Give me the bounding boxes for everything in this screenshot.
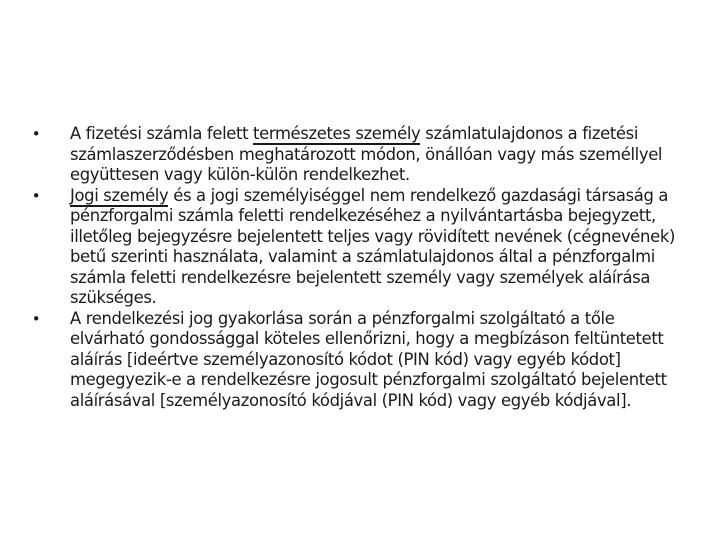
bullet-text: [70, 124, 690, 186]
bullet-icon: •: [31, 125, 41, 143]
bullet-icon: •: [31, 186, 41, 205]
text-segment: és a jogi személyiséggel nem rendelkező gazdasági társaság a pénzforgalmi számla feletti rendelkezéséhez a nyilvántartásba bejegyzett, illetőleg bejegyzésre bejelentett teljes vagy rövidített nevének (cégnevének) betű szerinti használata, valamint a számlatulajdonos által a pénzforgalmi számla feletti rendelkezésre bejelentett személy vagy személyek aláírása szükséges.: [70, 185, 676, 307]
list-item: [30, 186, 690, 309]
bullet-text: [70, 186, 690, 309]
text-segment: számlatulajdonos a fizetési számlaszerződésben meghatározott módon, önállóan vagy más személlyel együttesen vagy külön-külön rendelkezhet.: [70, 124, 663, 184]
bullet-text: A rendelkezési jog gyakorlása során a pénzforgalmi szolgáltató a tőle elvárható gondossággal köteles ellenőrizni, hogy a megbízáson feltüntetett aláírás [ideértve személyazonosító kódot (PIN kód) vagy egyéb kódot] megegyezik-e a rendelkezésre jogosult pénzforgalmi szolgáltató bejelentett aláírásával [személyazonosító kódjával (PIN kód) vagy egyéb kódjával].: [70, 308, 667, 410]
text-segment: A fizetési számla felett: [70, 124, 254, 143]
underlined-term: Jogi személy: [70, 185, 169, 205]
bullet-icon: •: [31, 309, 41, 328]
bullet-list: [30, 124, 690, 411]
underlined-term: természetes személy: [253, 124, 421, 143]
list-item: [30, 124, 690, 186]
list-item: [30, 309, 690, 412]
